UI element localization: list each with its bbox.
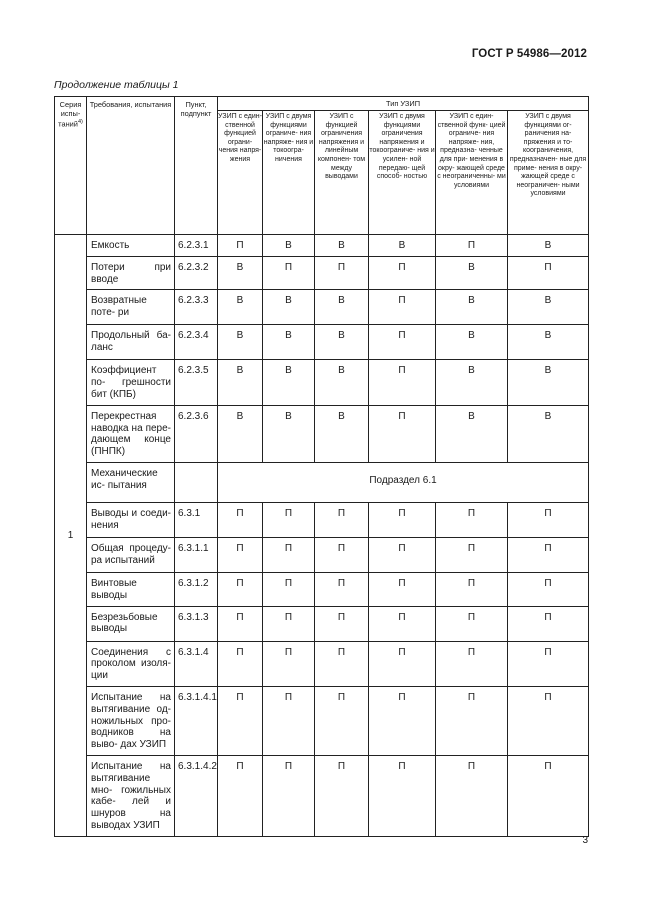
type-6-value-cell: П bbox=[508, 686, 589, 755]
merged-subsection-cell: Подраздел 6.1 bbox=[218, 462, 589, 502]
type-6-value-cell: П bbox=[508, 256, 589, 290]
col-header-type-3: УЗИП с функцией ограничения напряжения и линейным компонен- том между выводами bbox=[315, 111, 369, 235]
type-2-value-cell: П bbox=[263, 572, 315, 606]
col-header-series-text: Серия испы- таний bbox=[58, 100, 82, 129]
type-2-value-cell: П bbox=[263, 641, 315, 686]
type-3-value-cell: В bbox=[315, 405, 369, 462]
type-5-value-cell: П bbox=[436, 755, 508, 836]
clause-cell: 6.2.3.5 bbox=[175, 360, 218, 405]
type-4-value-cell: П bbox=[369, 641, 436, 686]
clause-cell: 6.3.1.2 bbox=[175, 572, 218, 606]
type-3-value-cell: В bbox=[315, 290, 369, 325]
type-1-value-cell: П bbox=[218, 572, 263, 606]
type-2-value-cell: П bbox=[263, 537, 315, 572]
type-1-value-cell: П bbox=[218, 641, 263, 686]
clause-cell: 6.2.3.2 bbox=[175, 256, 218, 290]
type-1-value-cell: П bbox=[218, 755, 263, 836]
type-4-value-cell: П bbox=[369, 606, 436, 641]
type-4-value-cell: П bbox=[369, 256, 436, 290]
type-6-value-cell: П bbox=[508, 641, 589, 686]
type-1-value-cell: В bbox=[218, 290, 263, 325]
clause-cell bbox=[175, 462, 218, 502]
type-3-value-cell: В bbox=[315, 235, 369, 257]
type-6-value-cell: П bbox=[508, 755, 589, 836]
table-row bbox=[55, 360, 589, 405]
type-5-value-cell: П bbox=[436, 502, 508, 537]
clause-cell: 6.3.1.4.1 bbox=[175, 686, 218, 755]
table-row bbox=[55, 325, 589, 360]
page-number: 3 bbox=[582, 835, 588, 846]
table-row bbox=[55, 256, 589, 290]
table-body bbox=[55, 235, 589, 837]
requirement-cell: Выводы и соеди- нения bbox=[87, 502, 175, 537]
type-5-value-cell: В bbox=[436, 325, 508, 360]
type-1-value-cell: В bbox=[218, 405, 263, 462]
requirement-cell: Возвратные поте- ри bbox=[87, 290, 175, 325]
type-6-value-cell: В bbox=[508, 360, 589, 405]
table-row bbox=[55, 572, 589, 606]
type-3-value-cell: П bbox=[315, 755, 369, 836]
table-row bbox=[55, 462, 589, 502]
type-1-value-cell: П bbox=[218, 502, 263, 537]
table-row bbox=[55, 686, 589, 755]
clause-cell: 6.3.1.1 bbox=[175, 537, 218, 572]
type-5-value-cell: В bbox=[436, 290, 508, 325]
type-4-value-cell: П bbox=[369, 325, 436, 360]
clause-cell: 6.3.1 bbox=[175, 502, 218, 537]
clause-cell: 6.2.3.6 bbox=[175, 405, 218, 462]
type-5-value-cell: П bbox=[436, 235, 508, 257]
type-2-value-cell: В bbox=[263, 290, 315, 325]
clause-cell: 6.3.1.3 bbox=[175, 606, 218, 641]
type-3-value-cell: В bbox=[315, 325, 369, 360]
requirement-cell: Емкость bbox=[87, 235, 175, 257]
type-2-value-cell: В bbox=[263, 360, 315, 405]
clause-cell: 6.2.3.4 bbox=[175, 325, 218, 360]
col-header-type-4: УЗИП с двумя функциями ограничения напряжения и токоограниче- ния и усилен- ной передаю- щей способ- ностью bbox=[369, 111, 436, 235]
requirements-table bbox=[54, 96, 589, 837]
type-2-value-cell: П bbox=[263, 606, 315, 641]
type-2-value-cell: П bbox=[263, 755, 315, 836]
type-1-value-cell: П bbox=[218, 686, 263, 755]
requirement-cell: Испытание на вытягивание мно- гожильных кабе- лей и шнуров на выводах УЗИП bbox=[87, 755, 175, 836]
col-header-clause: Пункт, подпункт bbox=[175, 97, 218, 235]
col-header-type-1: УЗИП с един- ственной функцией ограни- чения напря- жения bbox=[218, 111, 263, 235]
type-6-value-cell: В bbox=[508, 290, 589, 325]
table-row bbox=[55, 537, 589, 572]
table-row bbox=[55, 755, 589, 836]
clause-cell: 6.3.1.4 bbox=[175, 641, 218, 686]
clause-cell: 6.2.3.1 bbox=[175, 235, 218, 257]
type-6-value-cell: П bbox=[508, 572, 589, 606]
type-5-value-cell: П bbox=[436, 572, 508, 606]
type-4-value-cell: П bbox=[369, 755, 436, 836]
standard-code: ГОСТ Р 54986—2012 bbox=[471, 48, 587, 60]
type-5-value-cell: В bbox=[436, 405, 508, 462]
clause-cell: 6.3.1.4.2 bbox=[175, 755, 218, 836]
type-5-value-cell: П bbox=[436, 537, 508, 572]
requirement-cell: Перекрестная наводка на пере- дающем конце (ПНПК) bbox=[87, 405, 175, 462]
requirement-cell: Механические ис- пытания bbox=[87, 462, 175, 502]
type-4-value-cell: П bbox=[369, 405, 436, 462]
table-row bbox=[55, 606, 589, 641]
requirement-cell: Соединения с проколом изоля- ции bbox=[87, 641, 175, 686]
requirement-cell: Потери при вводе bbox=[87, 256, 175, 290]
type-1-value-cell: П bbox=[218, 537, 263, 572]
type-6-value-cell: В bbox=[508, 325, 589, 360]
type-4-value-cell: П bbox=[369, 572, 436, 606]
type-5-value-cell: В bbox=[436, 256, 508, 290]
type-4-value-cell: П bbox=[369, 290, 436, 325]
type-3-value-cell: П bbox=[315, 686, 369, 755]
table-row bbox=[55, 405, 589, 462]
type-2-value-cell: П bbox=[263, 502, 315, 537]
type-3-value-cell: П bbox=[315, 502, 369, 537]
type-1-value-cell: П bbox=[218, 606, 263, 641]
clause-cell: 6.2.3.3 bbox=[175, 290, 218, 325]
type-5-value-cell: П bbox=[436, 686, 508, 755]
type-3-value-cell: В bbox=[315, 360, 369, 405]
requirement-cell: Винтовые выводы bbox=[87, 572, 175, 606]
type-3-value-cell: П bbox=[315, 537, 369, 572]
type-1-value-cell: В bbox=[218, 256, 263, 290]
table-row bbox=[55, 502, 589, 537]
table-row bbox=[55, 235, 589, 257]
type-4-value-cell: П bbox=[369, 502, 436, 537]
requirement-cell: Безрезьбовые выводы bbox=[87, 606, 175, 641]
type-6-value-cell: В bbox=[508, 235, 589, 257]
series-footnote-marker: 4) bbox=[77, 119, 83, 126]
type-4-value-cell: П bbox=[369, 537, 436, 572]
type-2-value-cell: П bbox=[263, 686, 315, 755]
type-5-value-cell: П bbox=[436, 606, 508, 641]
type-3-value-cell: П bbox=[315, 641, 369, 686]
type-6-value-cell: В bbox=[508, 405, 589, 462]
type-4-value-cell: П bbox=[369, 686, 436, 755]
requirement-cell: Испытание на вытягивание од- ножильных про- водников на выво- дах УЗИП bbox=[87, 686, 175, 755]
type-3-value-cell: П bbox=[315, 606, 369, 641]
type-6-value-cell: П bbox=[508, 606, 589, 641]
type-6-value-cell: П bbox=[508, 537, 589, 572]
requirement-cell: Общая процеду- ра испытаний bbox=[87, 537, 175, 572]
type-5-value-cell: В bbox=[436, 360, 508, 405]
requirement-cell: Коэффициент по- грешности бит (КПБ) bbox=[87, 360, 175, 405]
type-1-value-cell: П bbox=[218, 235, 263, 257]
type-3-value-cell: П bbox=[315, 256, 369, 290]
type-6-value-cell: П bbox=[508, 502, 589, 537]
type-3-value-cell: П bbox=[315, 572, 369, 606]
col-header-type-6: УЗИП с двумя функциями ог- раничения на- пряжения и то- коограничения, предназначен- ные для приме- нения в окру- жающей среде с неограничен- ными условиями bbox=[508, 111, 589, 235]
type-4-value-cell: В bbox=[369, 235, 436, 257]
series-number-cell: 1 bbox=[55, 235, 87, 837]
type-2-value-cell: П bbox=[263, 256, 315, 290]
col-header-type-group: Тип УЗИП bbox=[218, 97, 589, 111]
col-header-type-5: УЗИП с един- ственной функ- цией ограниче- ния напряже- ния, предназна- ченные для при- менения в окру- жающей среде с неограниченны- ми условиями bbox=[436, 111, 508, 235]
col-header-requirements: Требования, испытания bbox=[87, 97, 175, 235]
type-1-value-cell: В bbox=[218, 360, 263, 405]
type-2-value-cell: В bbox=[263, 405, 315, 462]
type-5-value-cell: П bbox=[436, 641, 508, 686]
type-2-value-cell: В bbox=[263, 235, 315, 257]
type-1-value-cell: В bbox=[218, 325, 263, 360]
table-row bbox=[55, 290, 589, 325]
col-header-type-2: УЗИП с двумя функциями ограниче- ния напряже- ния и токоогра- ничения bbox=[263, 111, 315, 235]
requirement-cell: Продольный ба- ланс bbox=[87, 325, 175, 360]
table-row bbox=[55, 641, 589, 686]
table-caption: Продолжение таблицы 1 bbox=[54, 79, 179, 91]
type-2-value-cell: В bbox=[263, 325, 315, 360]
col-header-series bbox=[55, 97, 87, 235]
type-4-value-cell: П bbox=[369, 360, 436, 405]
